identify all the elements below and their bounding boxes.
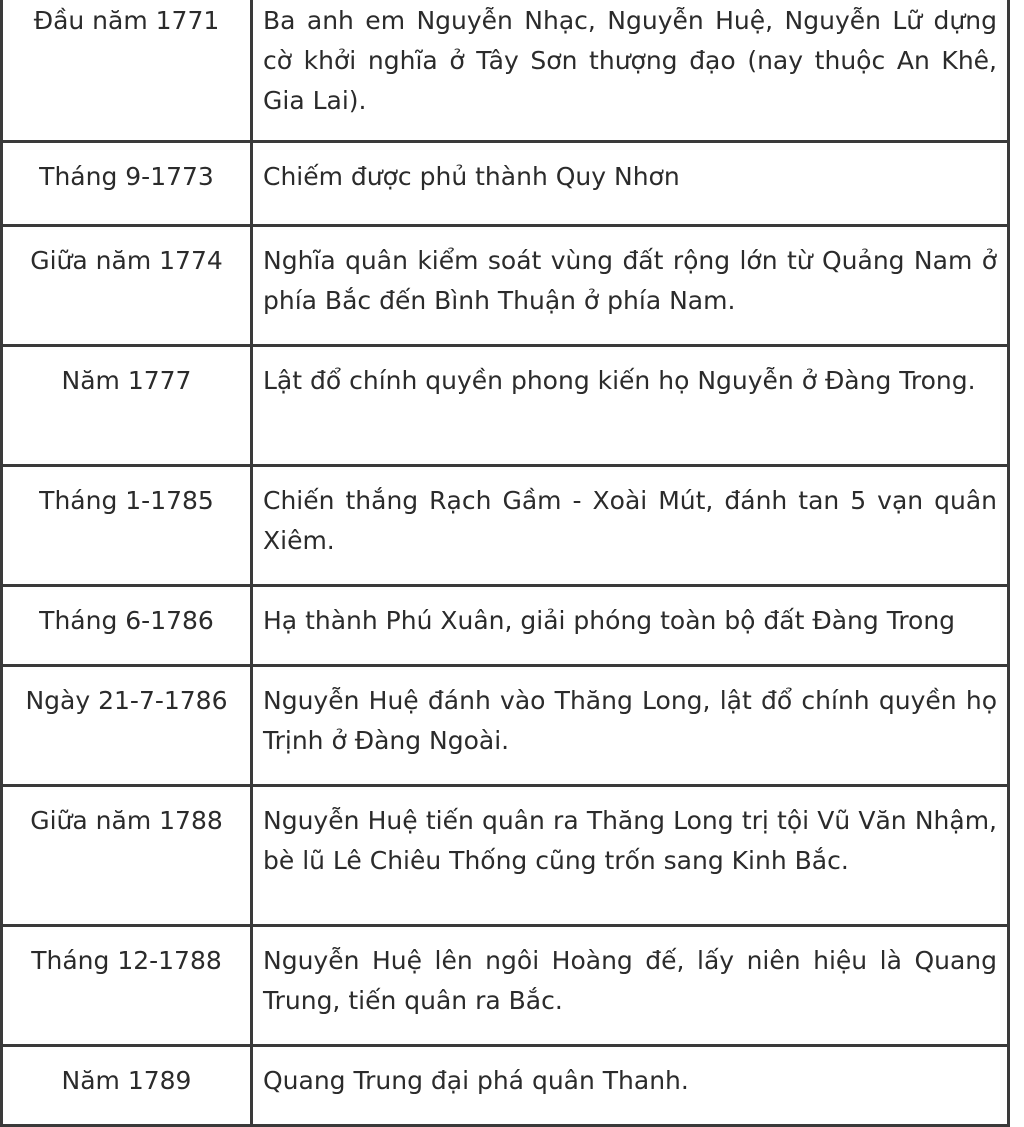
date-cell: [2, 226, 252, 346]
table-row: [2, 586, 1009, 666]
event-text: Nguyễn Huệ đánh vào Thăng Long, lật đổ chính quyền họ Trịnh ở Đàng Ngoài.: [263, 686, 997, 755]
date-text: Tháng 9-1773: [39, 162, 214, 191]
event-cell: [252, 346, 1009, 466]
date-text: Giữa năm 1788: [30, 806, 223, 835]
event-text: Quang Trung đại phá quân Thanh.: [263, 1066, 689, 1095]
date-text: Giữa năm 1774: [30, 246, 223, 275]
event-cell: [252, 586, 1009, 666]
date-text: Đầu năm 1771: [33, 6, 220, 35]
date-text: Ngày 21-7-1786: [25, 686, 228, 715]
event-text: Lật đổ chính quyền phong kiến họ Nguyễn ở Đàng Trong.: [263, 366, 976, 395]
date-cell: [2, 466, 252, 586]
date-text: Năm 1789: [61, 1066, 192, 1095]
event-text: Hạ thành Phú Xuân, giải phóng toàn bộ đất Đàng Trong: [263, 606, 956, 635]
event-text: Nguyễn Huệ lên ngôi Hoàng đế, lấy niên hiệu là Quang Trung, tiến quân ra Bắc.: [263, 946, 997, 1015]
event-cell: [252, 226, 1009, 346]
event-cell: [252, 666, 1009, 786]
event-cell: [252, 1046, 1009, 1126]
event-text: Nguyễn Huệ tiến quân ra Thăng Long trị tội Vũ Văn Nhậm, bè lũ Lê Chiêu Thống cũng trốn sang Kinh Bắc.: [263, 806, 997, 875]
date-text: Tháng 6-1786: [39, 606, 214, 635]
date-cell: [2, 926, 252, 1046]
event-cell: [252, 0, 1009, 142]
event-cell: [252, 786, 1009, 926]
table-row: [2, 786, 1009, 926]
date-cell: [2, 666, 252, 786]
date-text: Tháng 12-1788: [31, 946, 222, 975]
event-text: Chiến thắng Rạch Gầm - Xoài Mút, đánh tan 5 vạn quân Xiêm.: [263, 486, 997, 555]
date-cell: [2, 142, 252, 226]
date-cell: [2, 786, 252, 926]
event-cell: [252, 142, 1009, 226]
event-text: Ba anh em Nguyễn Nhạc, Nguyễn Huệ, Nguyễn Lữ dựng cờ khởi nghĩa ở Tây Sơn thượng đạo (nay thuộc An Khê, Gia Lai).: [263, 6, 997, 115]
date-cell: [2, 586, 252, 666]
table-row: [2, 346, 1009, 466]
table-row: [2, 226, 1009, 346]
date-text: Tháng 1-1785: [39, 486, 214, 515]
event-cell: [252, 466, 1009, 586]
table-row: [2, 666, 1009, 786]
table-row: [2, 926, 1009, 1046]
table-row: [2, 142, 1009, 226]
event-text: Chiếm được phủ thành Quy Nhơn: [263, 162, 680, 191]
table-row: [2, 1046, 1009, 1126]
date-cell: [2, 346, 252, 466]
event-text: Nghĩa quân kiểm soát vùng đất rộng lớn từ Quảng Nam ở phía Bắc đến Bình Thuận ở phía Nam.: [263, 246, 997, 315]
table-row: [2, 0, 1009, 142]
date-text: Năm 1777: [61, 366, 192, 395]
date-cell: [2, 0, 252, 142]
event-cell: [252, 926, 1009, 1046]
table-row: [2, 466, 1009, 586]
date-cell: [2, 1046, 252, 1126]
